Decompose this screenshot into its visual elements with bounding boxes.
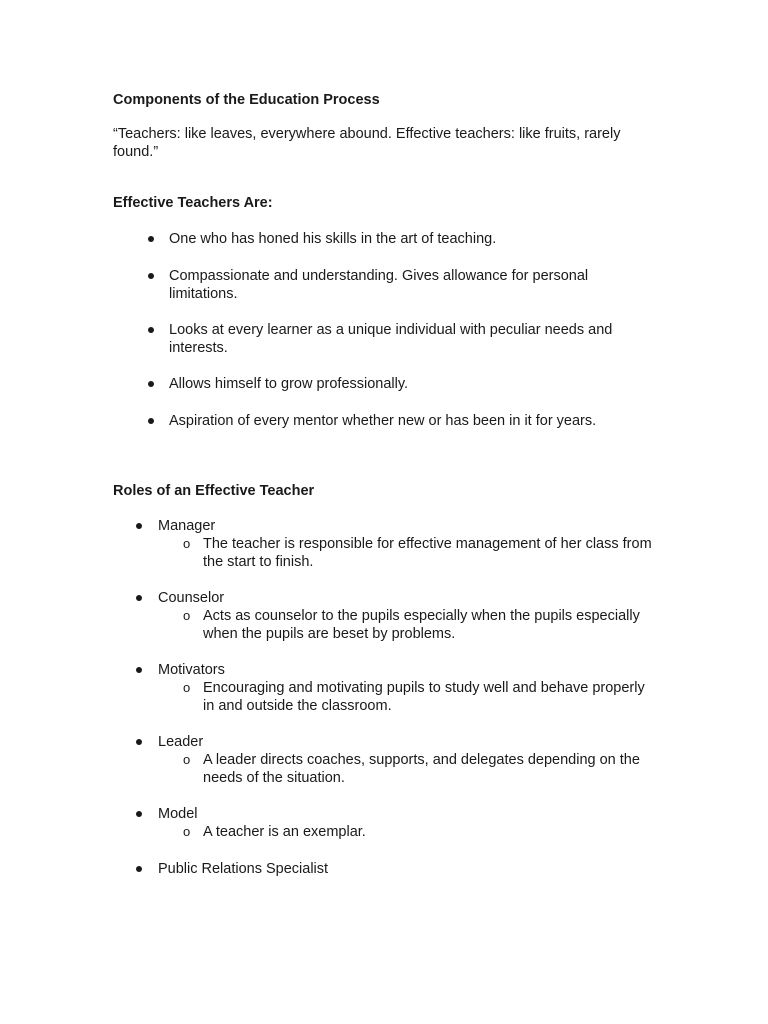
role-sub-list: [113, 751, 658, 787]
bullet-icon: [136, 667, 142, 673]
role-sub-list: [113, 679, 658, 715]
role-description: The teacher is responsible for effective management of her class from the start to finish.: [203, 536, 652, 570]
role-label: Manager: [158, 518, 216, 534]
document-title: Components of the Education Process: [113, 92, 380, 108]
role-description-item: [113, 679, 658, 715]
list-item-text: Looks at every learner as a unique individual with peculiar needs and interests.: [169, 322, 613, 356]
sub-bullet-icon: o: [183, 536, 191, 551]
list-item: [113, 230, 658, 248]
effective-teachers-heading: Effective Teachers Are:: [113, 195, 273, 211]
list-item: [113, 321, 658, 357]
role-description-item: [113, 535, 658, 571]
role-label: Public Relations Specialist: [158, 861, 329, 877]
role-label: Model: [158, 806, 198, 822]
sub-bullet-icon: o: [183, 680, 191, 695]
bullet-icon: [148, 236, 154, 242]
roles-heading: Roles of an Effective Teacher: [113, 483, 315, 499]
bullet-icon: [148, 381, 154, 387]
role-sub-list: [113, 607, 658, 643]
role-description: A leader directs coaches, supports, and delegates depending on the needs of the situation.: [203, 752, 640, 786]
role-item: [113, 860, 658, 878]
role-label: Motivators: [158, 662, 225, 678]
sub-bullet-icon: o: [183, 608, 191, 623]
list-item: [113, 412, 658, 430]
list-item-text: Compassionate and understanding. Gives allowance for personal limitations.: [169, 268, 589, 302]
list-item-text: Allows himself to grow professionally.: [169, 376, 409, 392]
role-label: Leader: [158, 734, 204, 750]
role-item: [113, 517, 658, 571]
role-description-item: [113, 823, 658, 841]
role-label: Counselor: [158, 590, 225, 606]
role-item: [113, 733, 658, 787]
document-page: [113, 91, 658, 878]
role-item: [113, 661, 658, 715]
role-sub-list: [113, 823, 658, 841]
list-item-text: Aspiration of every mentor whether new or has been in it for years.: [169, 413, 597, 429]
effective-teachers-list: [113, 230, 658, 430]
bullet-icon: [148, 418, 154, 424]
bullet-icon: [136, 523, 142, 529]
list-item: [113, 375, 658, 393]
role-description: Acts as counselor to the pupils especially when the pupils especially when the pupils are beset by problems.: [203, 608, 640, 642]
bullet-icon: [136, 595, 142, 601]
sub-bullet-icon: o: [183, 752, 191, 767]
bullet-icon: [148, 273, 154, 279]
list-item-text: One who has honed his skills in the art of teaching.: [169, 231, 497, 247]
role-description-item: [113, 607, 658, 643]
opening-quote: “Teachers: like leaves, everywhere abound. Effective teachers: like fruits, rarely found.”: [113, 126, 621, 160]
bullet-icon: [136, 811, 142, 817]
sub-bullet-icon: o: [183, 824, 191, 839]
role-description: Encouraging and motivating pupils to study well and behave properly in and outside the classroom.: [203, 680, 645, 714]
roles-list: [113, 517, 658, 878]
bullet-icon: [148, 327, 154, 333]
role-description-item: [113, 751, 658, 787]
bullet-icon: [136, 866, 142, 872]
role-sub-list: [113, 535, 658, 571]
role-item: [113, 589, 658, 643]
bullet-icon: [136, 739, 142, 745]
list-item: [113, 267, 658, 303]
role-description: A teacher is an exemplar.: [203, 824, 366, 840]
role-item: [113, 805, 658, 841]
